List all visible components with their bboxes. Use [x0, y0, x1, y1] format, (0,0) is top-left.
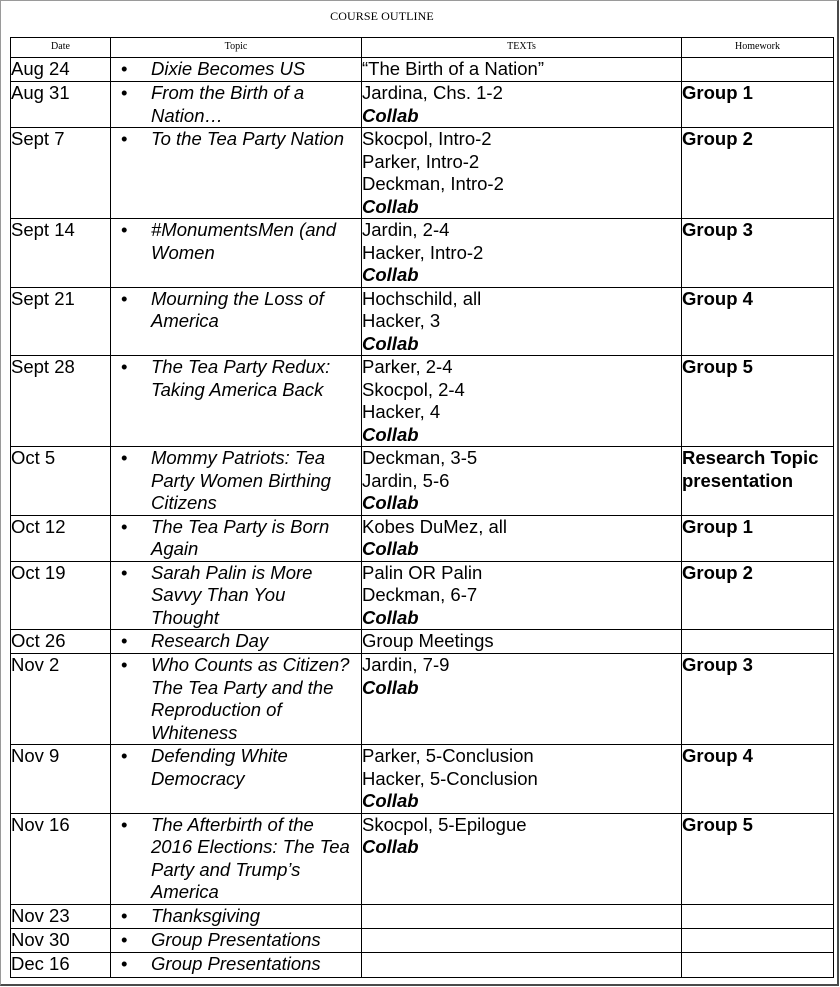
- topic-text: Group Presentations: [151, 952, 321, 974]
- table-row: [11, 561, 834, 630]
- bullet-icon: •: [121, 630, 128, 651]
- texts-cell: [362, 928, 682, 952]
- collab-label: Collab: [362, 195, 419, 217]
- table-row: [11, 745, 834, 814]
- table-row: [11, 58, 834, 82]
- collab-label: Collab: [362, 606, 419, 628]
- topic-cell: [111, 928, 362, 952]
- date-cell: Aug 24: [11, 58, 111, 82]
- date-cell: Sept 21: [11, 287, 111, 356]
- topic-cell: [111, 82, 362, 128]
- date-cell: Nov 23: [11, 904, 111, 928]
- date-cell: Oct 12: [11, 515, 111, 561]
- course-outline-table: [10, 37, 834, 978]
- topic-text: The Tea Party is Born Again: [151, 515, 330, 559]
- date-cell: Nov 30: [11, 928, 111, 952]
- bullet-icon: •: [121, 561, 128, 583]
- date-cell: Oct 26: [11, 630, 111, 654]
- date-cell: Oct 5: [11, 447, 111, 516]
- reading-item: Parker, Intro-2: [362, 150, 480, 172]
- topic-text: The Afterbirth of the 2016 Elections: The Tea Party and Trump’s America: [151, 813, 350, 902]
- table-row: [11, 356, 834, 447]
- bullet-icon: •: [121, 654, 128, 675]
- bullet-icon: •: [121, 952, 128, 974]
- bullet-icon: •: [121, 356, 128, 377]
- reading-item: Skocpol, 2-4: [362, 378, 465, 400]
- reading-item: Skocpol, Intro-2: [362, 128, 492, 149]
- homework-cell: [682, 58, 834, 82]
- topic-text: Research Day: [151, 630, 269, 651]
- topic-text: Dixie Becomes US: [151, 58, 306, 79]
- bullet-icon: •: [121, 928, 128, 950]
- reading-item: Jardina, Chs. 1-2: [362, 82, 503, 103]
- bullet-icon: •: [121, 82, 128, 103]
- header-homework: Homework: [682, 38, 834, 58]
- topic-text: Thanksgiving: [151, 904, 261, 926]
- collab-label: Collab: [362, 538, 419, 559]
- reading-item: Kobes DuMez, all: [362, 515, 507, 537]
- homework-cell: [682, 630, 834, 654]
- reading-item: Group Meetings: [362, 630, 494, 651]
- homework-cell: [682, 952, 834, 977]
- topic-text: To the Tea Party Nation: [151, 128, 345, 149]
- homework-cell: Research Topic presentation: [682, 447, 834, 516]
- collab-label: Collab: [362, 836, 419, 857]
- texts-cell: [362, 813, 682, 904]
- topic-cell: [111, 447, 362, 516]
- texts-cell: [362, 219, 682, 288]
- table-row: [11, 447, 834, 516]
- topic-cell: [111, 654, 362, 745]
- texts-cell: [362, 630, 682, 654]
- bullet-icon: •: [121, 813, 128, 835]
- document-title: COURSE OUTLINE: [330, 9, 434, 23]
- reading-item: Jardin, 5-6: [362, 469, 450, 491]
- texts-cell: [362, 82, 682, 128]
- header-date: Date: [11, 38, 111, 58]
- texts-cell: [362, 58, 682, 82]
- topic-text: Group Presentations: [151, 928, 321, 950]
- table-row: [11, 287, 834, 356]
- homework-cell: Group 2: [682, 561, 834, 630]
- texts-cell: [362, 952, 682, 977]
- table-row: [11, 928, 834, 952]
- bullet-icon: •: [121, 287, 128, 309]
- date-cell: Sept 14: [11, 219, 111, 288]
- topic-text: Mommy Patriots: Tea Party Women Birthing Citizens: [151, 447, 331, 513]
- texts-cell: [362, 128, 682, 219]
- date-cell: Aug 31: [11, 82, 111, 128]
- topic-cell: [111, 745, 362, 814]
- collab-label: Collab: [362, 264, 419, 285]
- topic-cell: [111, 128, 362, 219]
- reading-item: Deckman, Intro-2: [362, 173, 504, 194]
- bullet-icon: •: [121, 515, 128, 537]
- bullet-icon: •: [121, 128, 128, 149]
- collab-label: Collab: [362, 676, 419, 698]
- texts-cell: [362, 287, 682, 356]
- topic-cell: [111, 515, 362, 561]
- date-cell: Sept 7: [11, 128, 111, 219]
- bullet-icon: •: [121, 219, 128, 240]
- reading-item: Hacker, 5-Conclusion: [362, 767, 538, 789]
- texts-cell: [362, 745, 682, 814]
- bullet-icon: •: [121, 745, 128, 766]
- date-cell: Oct 19: [11, 561, 111, 630]
- homework-cell: Group 2: [682, 128, 834, 219]
- topic-text: Who Counts as Citizen? The Tea Party and the Reproduction of Whiteness: [151, 654, 350, 743]
- texts-cell: [362, 654, 682, 745]
- reading-item: Deckman, 3-5: [362, 447, 478, 468]
- reading-item: Hacker, 4: [362, 401, 441, 422]
- table-row: [11, 82, 834, 128]
- table-row: [11, 952, 834, 977]
- homework-cell: Group 3: [682, 654, 834, 745]
- topic-text: Sarah Palin is More Savvy Than You Thought: [151, 561, 313, 628]
- topic-text: The Tea Party Redux: Taking America Back: [151, 356, 331, 400]
- collab-label: Collab: [362, 790, 419, 811]
- reading-item: Hacker, 3: [362, 310, 441, 331]
- reading-item: Parker, 2-4: [362, 356, 453, 377]
- header-topic: Topic: [111, 38, 362, 58]
- reading-item: Deckman, 6-7: [362, 584, 478, 605]
- homework-cell: Group 3: [682, 219, 834, 288]
- bullet-icon: •: [121, 904, 128, 926]
- table-row: [11, 515, 834, 561]
- table-row: [11, 219, 834, 288]
- table-row: [11, 128, 834, 219]
- topic-text: From the Birth of a Nation…: [151, 82, 305, 126]
- texts-cell: [362, 447, 682, 516]
- reading-item: Jardin, 2-4: [362, 219, 450, 240]
- texts-cell: [362, 561, 682, 630]
- topic-cell: [111, 356, 362, 447]
- header-texts: TEXTs: [362, 38, 682, 58]
- topic-text: #MonumentsMen (and Women: [151, 219, 337, 263]
- topic-text: Mourning the Loss of America: [151, 287, 324, 331]
- reading-item: “The Birth of a Nation”: [362, 58, 544, 79]
- collab-label: Collab: [362, 423, 419, 445]
- topic-text: Defending White Democracy: [151, 745, 288, 789]
- topic-cell: [111, 58, 362, 82]
- table-row: [11, 813, 834, 904]
- topic-cell: [111, 813, 362, 904]
- reading-item: Skocpol, 5-Epilogue: [362, 813, 527, 835]
- reading-item: Hochschild, all: [362, 287, 482, 309]
- topic-cell: [111, 630, 362, 654]
- texts-cell: [362, 904, 682, 928]
- bullet-icon: •: [121, 58, 128, 79]
- collab-label: Collab: [362, 492, 419, 513]
- bullet-icon: •: [121, 447, 128, 468]
- topic-cell: [111, 287, 362, 356]
- homework-cell: [682, 904, 834, 928]
- date-cell: Dec 16: [11, 952, 111, 977]
- homework-cell: Group 1: [682, 82, 834, 128]
- homework-cell: Group 5: [682, 356, 834, 447]
- table-row: [11, 654, 834, 745]
- date-cell: Nov 9: [11, 745, 111, 814]
- homework-cell: [682, 928, 834, 952]
- topic-cell: [111, 561, 362, 630]
- table-row: [11, 904, 834, 928]
- reading-item: Parker, 5-Conclusion: [362, 745, 534, 766]
- table-row: [11, 630, 834, 654]
- homework-cell: Group 4: [682, 745, 834, 814]
- texts-cell: [362, 356, 682, 447]
- reading-item: Hacker, Intro-2: [362, 241, 484, 263]
- date-cell: Sept 28: [11, 356, 111, 447]
- collab-label: Collab: [362, 332, 419, 354]
- homework-cell: Group 5: [682, 813, 834, 904]
- collab-label: Collab: [362, 104, 419, 126]
- topic-cell: [111, 904, 362, 928]
- topic-cell: [111, 952, 362, 977]
- topic-cell: [111, 219, 362, 288]
- reading-item: Jardin, 7-9: [362, 654, 450, 675]
- date-cell: Nov 16: [11, 813, 111, 904]
- texts-cell: [362, 515, 682, 561]
- reading-item: Palin OR Palin: [362, 561, 483, 583]
- date-cell: Nov 2: [11, 654, 111, 745]
- header-row: [11, 38, 834, 58]
- homework-cell: Group 4: [682, 287, 834, 356]
- homework-cell: Group 1: [682, 515, 834, 561]
